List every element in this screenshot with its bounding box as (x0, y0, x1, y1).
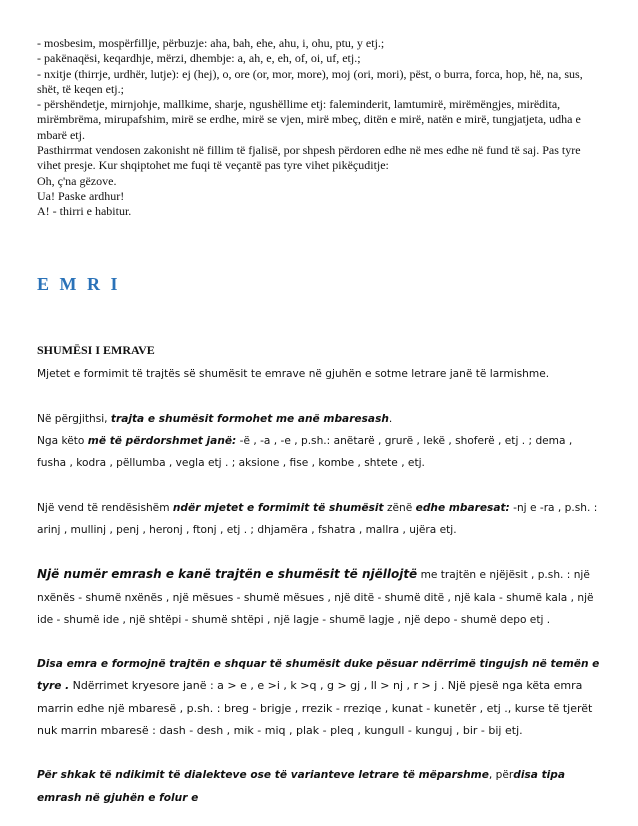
chapter-title: E M R I (37, 274, 121, 294)
emphasis-span: Disa emra e formojnë trajtën e shquar të shumësit duke pësuar ndërrimë tingujsh në temën e tyre . (37, 658, 600, 693)
intro-text-block (37, 36, 603, 220)
paragraph-same-form (37, 563, 603, 631)
emphasis-span: disa tipa emrash në gjuhën e folur e (37, 769, 566, 804)
text-span: -nj e -ra , p.sh. : arinj , mullinj , penj , heronj , ftonj , etj . ; dhjamëra , fshatra , mallra , ujëra etj. (37, 501, 598, 536)
text-span: . (388, 412, 393, 425)
text-span: , për (488, 769, 514, 782)
text-span: Një vend të rendësishëm (37, 501, 173, 514)
example-line: Oh, ç'na gëzove. (37, 173, 117, 188)
emphasis-span: Për shkak të ndikimit të dialekteve ose të varianteve letrare të mëparshme (37, 769, 489, 782)
text-span: me trajtën e njëjësit , p.sh. : një nxënës - shumë nxënës , një mësues - shumë mësues , një ditë - shumë ditë , një kala - shumë kala , një ide - shumë ide , një shtëpi - shumë shtëpi , një lagje - shumë lagje , një depo - shumë depo etj . (37, 569, 594, 626)
text-span: Në përgjithsi, (37, 412, 111, 425)
interjection-line-distrust: - mosbesim, mospërfillje, përbuzje: aha, bah, ehe, ahu, i, ohu, ptu, y etj.; (37, 36, 385, 50)
emphasis-span: ndër mjetet e formimit të shumësit (172, 501, 384, 514)
example-line: Ua! Paske ardhur! (37, 188, 125, 203)
text-span: Nga këto (37, 435, 88, 448)
text-span: Ndërrimet kryesore janë : a > e , e >i , k >q , g > gj , ll > nj , r > j . Një pjesë nga këta emra marrin edhe një mbaresë , p.sh. : breg - brigje , rrezik - rreziqe , kunat - kunetër , etj ., kurse të tjerët nuk marrin mbaresë : dash - desh , mik - miq , plak - pleq , kungull - kunguj , bir - bij etj. (37, 679, 593, 738)
text-span: -ë , -a , -e , p.sh.: anëtarë , grurë , lekë , shoferë , etj . ; dema , fusha , kodra , pëllumba , vegla etj . ; aksione , fise , kombe , shtete , etj. (37, 435, 573, 470)
emphasis-span: Një numër emrash e kanë trajtën e shumësit të njëllojtë (37, 567, 418, 582)
paragraph-dialects (37, 764, 603, 809)
section-heading: SHUMËSI I EMRAVE (37, 343, 155, 357)
paragraph-endings (37, 408, 603, 430)
emphasis-span: trajta e shumësit formohet me anë mbaresash (110, 412, 389, 425)
paragraph-sound-changes (37, 653, 603, 742)
paragraph-nj-ra (37, 497, 603, 542)
paragraph-most-used (37, 430, 603, 475)
interjection-line-discontent: - pakënaqësi, keqardhje, mërzi, dhembje: a, ah, e, eh, of, oi, uf, etj.; (37, 51, 361, 66)
paragraph-intro: Mjetet e formimit të trajtës së shumësit te emrave në gjuhën e sotme letrare janë të larmishme. (37, 368, 550, 380)
interjection-line-greetings: - përshëndetje, mirnjohje, mallkime, sharje, ngushëllime etj: faleminderit, lamtumirë, mirëmëngjes, mirëdita, mirëmbrëma, mirupafshim, mirë se erdhe, mirë se vjen, mirë mbeç, ditën e mirë, natën e mirë, tungjatjeta, udha e mbarë etj. (37, 97, 581, 142)
emphasis-span: më të përdorshmet janë: (87, 435, 237, 448)
text-span: zënë (383, 501, 416, 514)
example-line: A! - thirri e habitur. (37, 204, 132, 219)
interjection-line-urging: - nxitje (thirrje, urdhër, lutje): ej (hej), o, ore (or, mor, more), moj (ori, mori), pëst, o burra, forca, hop, hë, na, sus, shët, të keqen etj.; (37, 66, 583, 96)
interjection-usage-paragraph: Pasthirrmat vendosen zakonisht në fillim të fjalisë, por shpesh përdoren edhe në mes edhe në fund të saj. Pas tyre vihet presje. Kur shqiptohet me fuqi të veçantë pas tyre vihet pikëçuditje: (37, 143, 581, 173)
emphasis-span: edhe mbaresat: (415, 501, 510, 514)
plural-section (37, 342, 603, 809)
